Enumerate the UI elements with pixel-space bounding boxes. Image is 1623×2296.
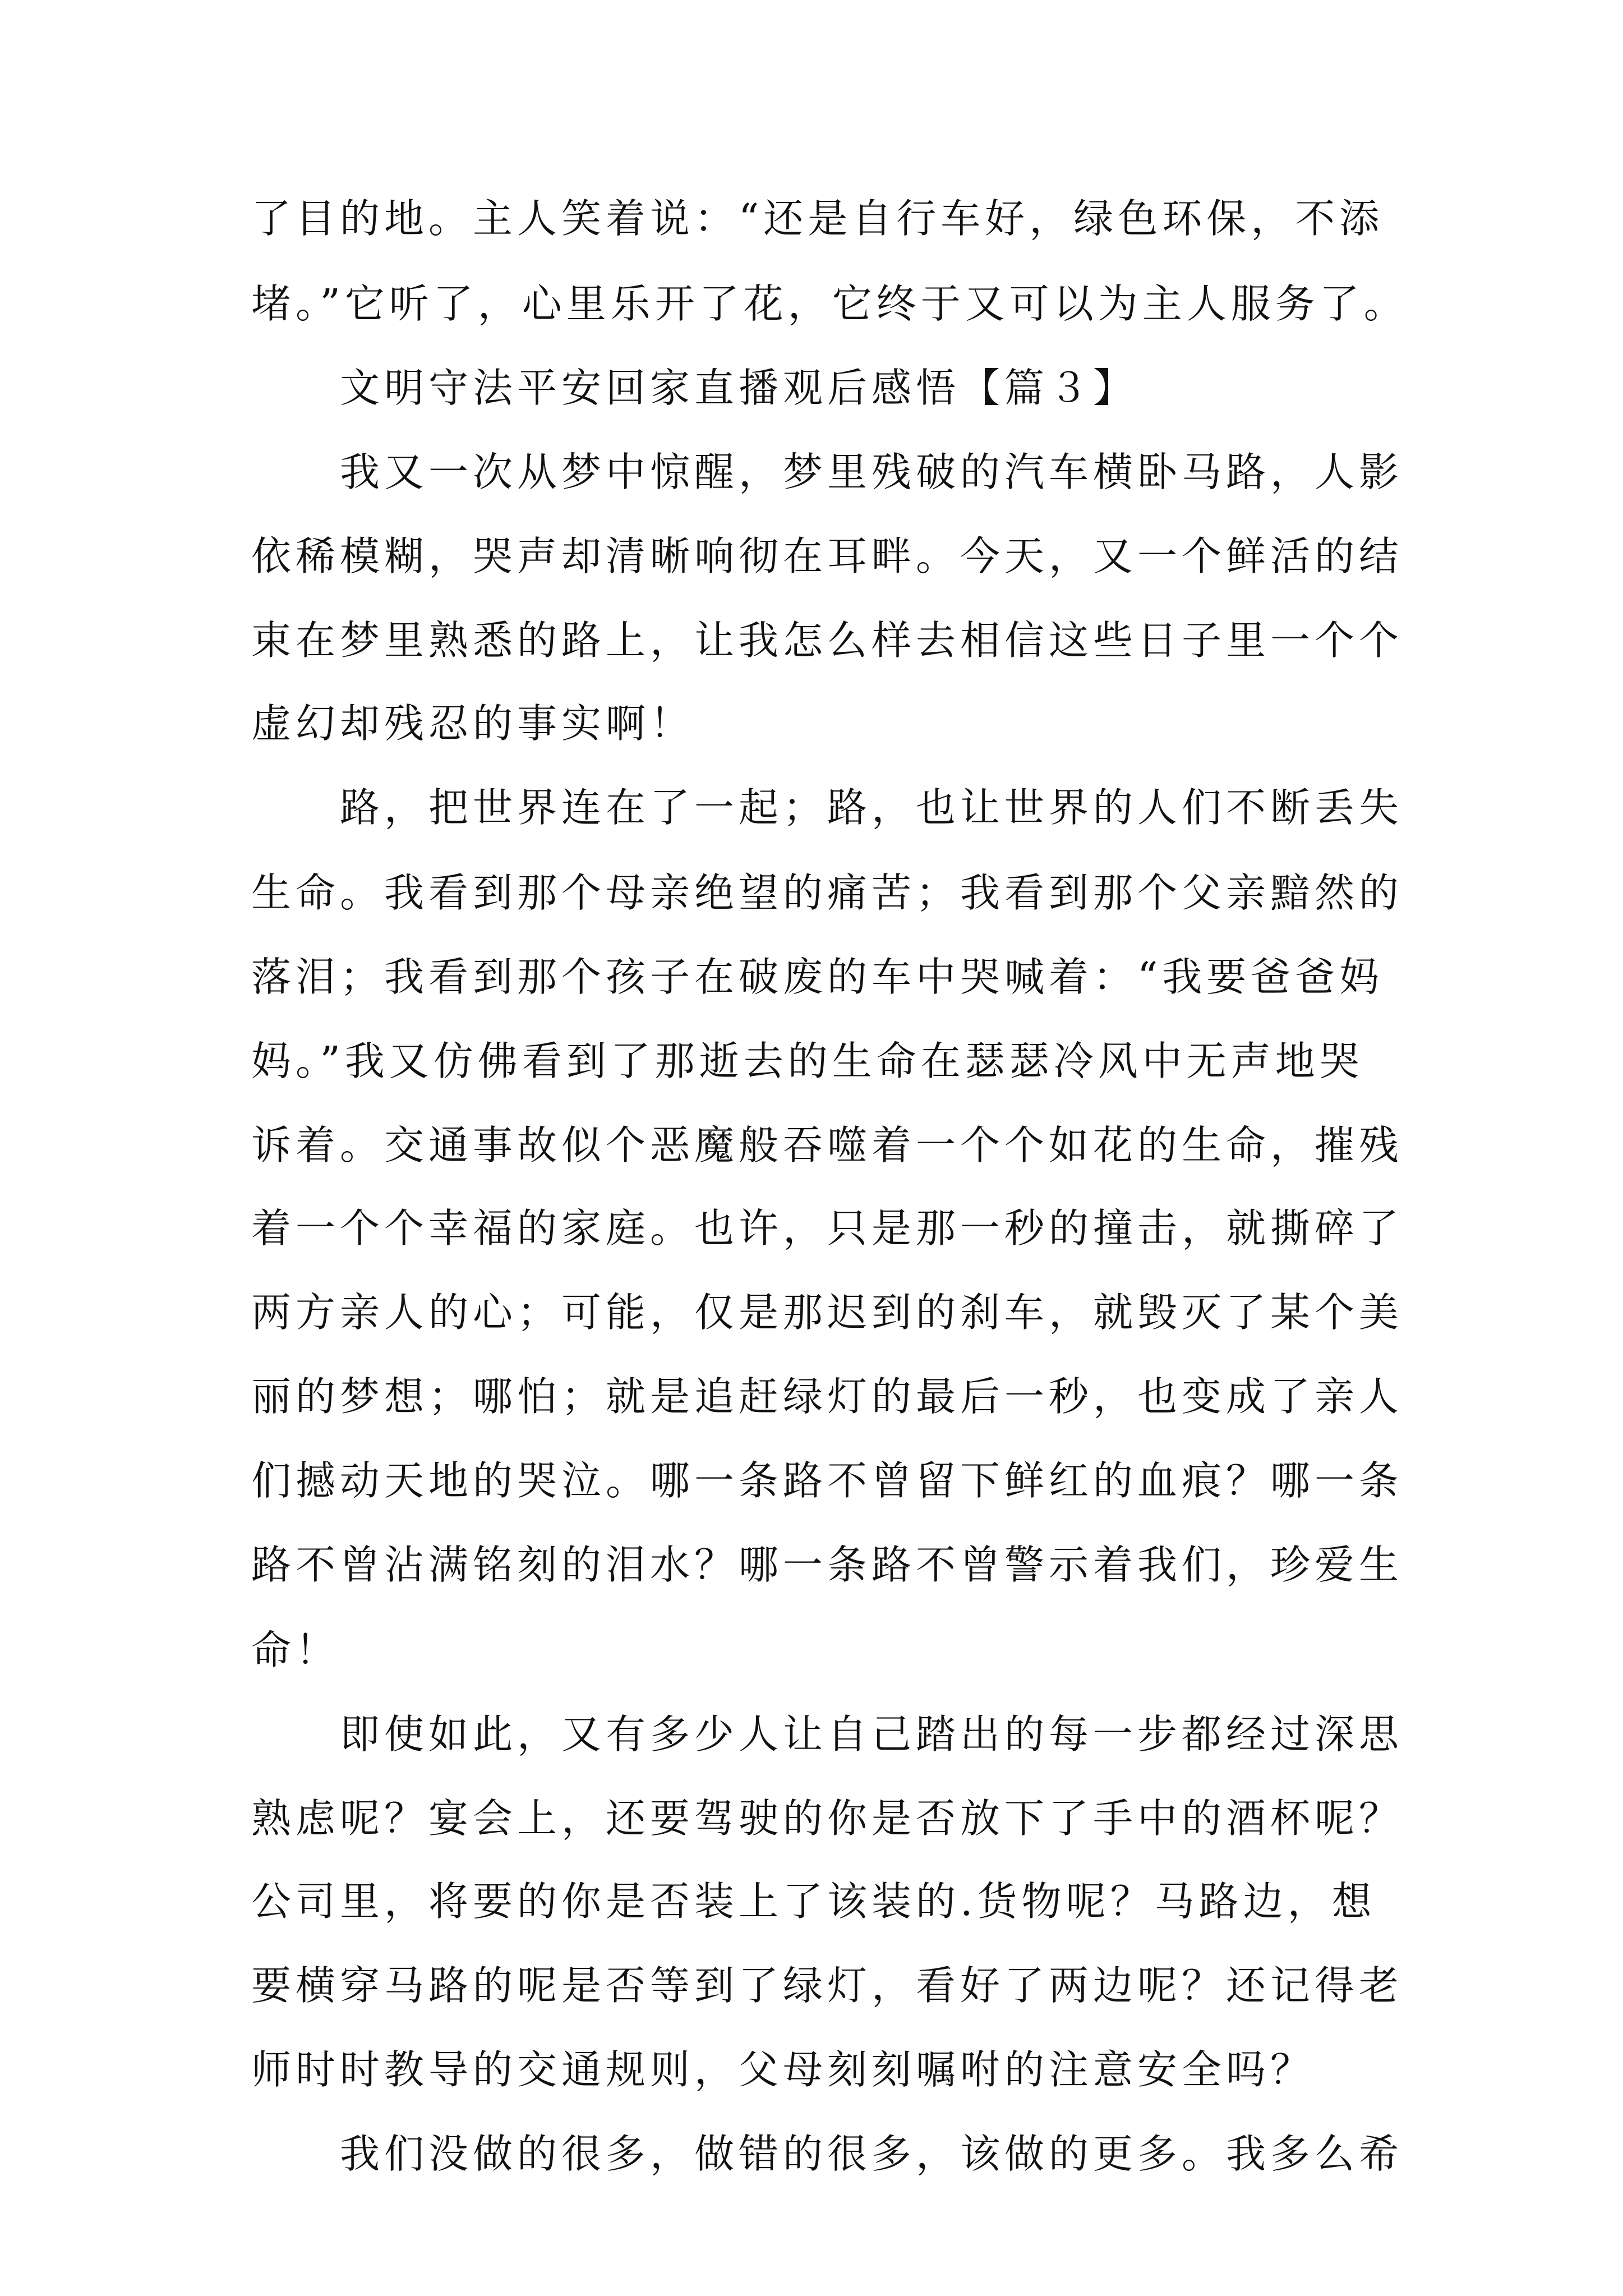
text-line: 依稀模糊，哭声却清晰响彻在耳畔。今天，又一个鲜活的结 <box>251 533 1404 579</box>
text-line: 师时时教导的交通规则，父母刻刻嘱咐的注意安全吗？ <box>251 2046 1315 2093</box>
text-line: 我又一次从梦中惊醒，梦里残破的汽车横卧马路，人影 <box>340 449 1404 495</box>
text-line: 即使如此，又有多少人让自己踏出的每一步都经过深思 <box>340 1711 1404 1757</box>
text-line: 我们没做的很多，做错的很多，该做的更多。我多么希 <box>340 2131 1404 2177</box>
text-line: 生命。我看到那个母亲绝望的痛苦；我看到那个父亲黯然的 <box>251 869 1404 916</box>
text-line: 落泪；我看到那个孩子在破废的车中哭喊着：“我要爸爸妈 <box>251 954 1384 1000</box>
section-heading: 文明守法平安回家直播观后感悟【篇３】 <box>340 365 1138 411</box>
text-line: 公司里，将要的你是否装上了该装的.货物呢？马路边，想 <box>251 1878 1376 1925</box>
text-line: 虚幻却残忍的事实啊！ <box>251 700 695 747</box>
text-line: 两方亲人的心；可能，仅是那迟到的刹车，就毁灭了某个美 <box>251 1289 1404 1336</box>
text-line: 路，把世界连在了一起；路，也让世界的人们不断丢失 <box>340 784 1404 831</box>
text-line: 着一个个幸福的家庭。也许，只是那一秒的撞击，就撕碎了 <box>251 1205 1404 1251</box>
text-line: 妈。”我又仿佛看到了那逝去的生命在瑟瑟冷风中无声地哭 <box>251 1038 1364 1084</box>
text-line: 丽的梦想；哪怕；就是追赶绿灯的最后一秒，也变成了亲人 <box>251 1373 1404 1420</box>
text-line: 了目的地。主人笑着说：“还是自行车好，绿色环保，不添 <box>251 195 1384 242</box>
text-line: 要横穿马路的呢是否等到了绿灯，看好了两边呢？还记得老 <box>251 1962 1404 2009</box>
text-line: 路不曾沾满铭刻的泪水？哪一条路不曾警示着我们，珍爱生 <box>251 1542 1404 1588</box>
text-line: 熟虑呢？宴会上，还要驾驶的你是否放下了手中的酒杯呢？ <box>251 1795 1404 1842</box>
text-line: 束在梦里熟悉的路上，让我怎么样去相信这些日子里一个个 <box>251 617 1404 664</box>
text-line: 堵。”它听了，心里乐开了花，它终于又可以为主人服务了。 <box>251 280 1408 327</box>
text-line: 们撼动天地的哭泣。哪一条路不曾留下鲜红的血痕？哪一条 <box>251 1457 1404 1504</box>
text-line: 诉着。交通事故似个恶魔般吞噬着一个个如花的生命，摧残 <box>251 1122 1404 1168</box>
text-line: 命！ <box>251 1627 340 1673</box>
